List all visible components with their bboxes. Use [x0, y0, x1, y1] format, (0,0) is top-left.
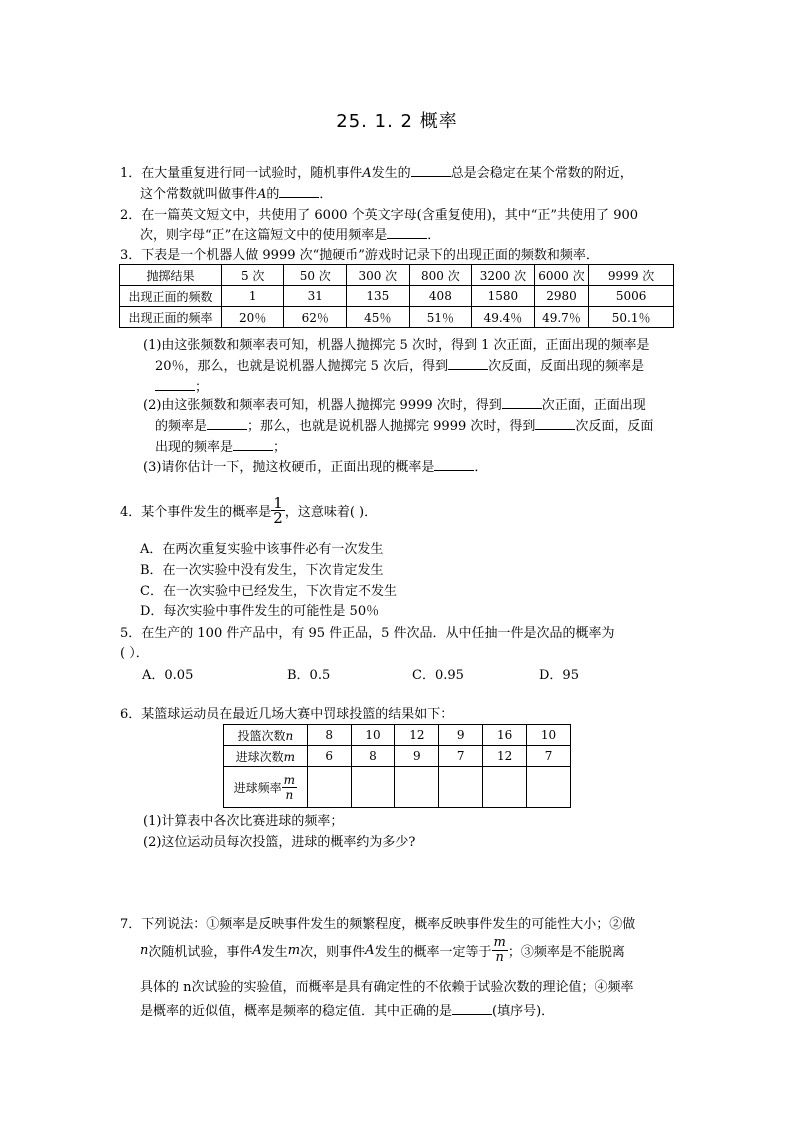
table-cell: 10 [527, 725, 571, 746]
denominator: n [285, 787, 294, 802]
question-4-option-b[interactable]: B．在一次实验中没有发生，下次肯定发生 [140, 563, 384, 578]
text: 的 [266, 187, 280, 202]
question-5-line-1: 5．在生产的 100 件产品中，有 95 件正品，5 件次品．从中任抽一件是次品的概率为 [120, 626, 615, 641]
variable: A [365, 943, 375, 958]
question-7-line-2 [140, 936, 625, 965]
text: ． [427, 228, 441, 243]
answer-cell[interactable] [483, 767, 527, 808]
question-4-stem [120, 496, 377, 525]
text: ；那么，也就是说机器人抛掷完 9999 次时，得到 [247, 419, 536, 434]
table-cell: 300 次 [347, 265, 410, 286]
basketball-table [223, 724, 571, 808]
table-cell: 8 [351, 746, 395, 767]
text: 1．在大量重复进行同一试验时，随机事件 [120, 166, 363, 181]
table-cell: 62％ [284, 307, 347, 328]
question-1-line-1 [120, 162, 633, 181]
table-cell: 5 次 [221, 265, 284, 286]
table-cell: 49.7％ [534, 307, 588, 328]
answer-blank[interactable] [155, 377, 195, 391]
question-3-sub-2-line-2 [155, 415, 653, 434]
table-cell: 51％ [409, 307, 472, 328]
text: 发生 [261, 945, 288, 960]
variable: A [362, 166, 372, 181]
text: ，这意味着( )． [284, 505, 378, 520]
text: 是概率的近似值，概率是频率的稳定值．其中正确的是 [140, 1004, 453, 1019]
table-cell: 12 [395, 725, 439, 746]
answer-blank[interactable] [502, 395, 542, 409]
text: (填序号)． [492, 1004, 555, 1019]
text: 4．某个事件发生的概率是 [120, 505, 272, 520]
variable: A [252, 943, 262, 958]
variable: n [285, 728, 294, 743]
text: ． [474, 460, 488, 475]
answer-cell[interactable] [395, 767, 439, 808]
text: 出现的频率是 [155, 440, 234, 455]
answer-blank[interactable] [411, 163, 451, 177]
text: 次，则字母“正”在这篇短文中的使用频率是 [140, 228, 388, 243]
question-3-sub-3 [143, 456, 487, 475]
frequency-count-row [120, 286, 674, 307]
table-cell: 12 [483, 746, 527, 767]
frequency-rate-row [120, 307, 674, 328]
answer-blank[interactable] [448, 356, 488, 370]
table-cell: 800 次 [409, 265, 472, 286]
text: 次正面，正面出现 [541, 398, 646, 413]
question-3-sub-1-line-3 [155, 376, 208, 395]
table-row [224, 746, 571, 767]
question-4-option-d[interactable]: D．每次实验中事件发生的可能性是 50％ [140, 604, 380, 619]
table-cell: 1 [221, 286, 284, 307]
fraction-m-over-n [492, 936, 508, 965]
table-cell: 9999 次 [589, 265, 674, 286]
question-6-sub-2: (2)这位运动员每次投篮，进球的概率约为多少? [143, 835, 416, 850]
table-cell: 2980 [534, 286, 588, 307]
text: 20％，那么，也就是说机器人抛掷完 5 次后，得到 [155, 359, 449, 374]
row-label [224, 746, 308, 767]
variable: n [140, 943, 149, 958]
text: 投篮次数 [237, 728, 286, 743]
answer-blank[interactable] [434, 457, 474, 471]
answer-blank[interactable] [452, 1001, 492, 1015]
answer-blank[interactable] [535, 416, 575, 430]
answer-cell[interactable] [351, 767, 395, 808]
text: (2)由这张频数和频率表可知，机器人抛掷完 9999 次时，得到 [143, 398, 502, 413]
fraction-one-half [271, 496, 285, 525]
answer-cell[interactable] [527, 767, 571, 808]
row-label [224, 725, 308, 746]
row-label: 抛掷结果 [120, 265, 222, 286]
text: 的频率是 [155, 419, 208, 434]
header-row [120, 265, 674, 286]
table-cell: 7 [439, 746, 483, 767]
answer-blank[interactable] [279, 184, 319, 198]
question-6-sub-1: (1)计算表中各次比赛进球的频率； [143, 814, 344, 829]
text: ． [319, 187, 333, 202]
table-cell: 5006 [589, 286, 674, 307]
text: 发生的 [371, 166, 411, 181]
table-cell: 16 [483, 725, 527, 746]
question-4-option-a[interactable]: A．在两次重复实验中该事件必有一次发生 [140, 542, 384, 557]
text: 进球频率 [233, 780, 282, 795]
table-cell: 10 [351, 725, 395, 746]
question-3-sub-2-line-3 [155, 436, 286, 455]
table-cell: 50.1％ [589, 307, 674, 328]
table-cell: 49.4％ [472, 307, 535, 328]
question-7-line-1: 7．下列说法：①频率是反映事件发生的频繁程度，概率反映事件发生的可能性大小；②做 [120, 917, 636, 932]
answer-blank[interactable] [387, 225, 427, 239]
table-cell: 20％ [221, 307, 284, 328]
table-row [224, 767, 571, 808]
denominator: n [495, 950, 504, 965]
text: 总是会稳定在某个常数的附近， [450, 166, 633, 181]
answer-blank[interactable] [233, 437, 273, 451]
question-5-line-2: ( ）． [120, 646, 149, 661]
row-label: 出现正面的频数 [120, 286, 222, 307]
text: 次，则事件 [300, 945, 366, 960]
table-cell: 9 [439, 725, 483, 746]
table-cell: 9 [395, 746, 439, 767]
text: ； [195, 380, 209, 395]
table-row [224, 725, 571, 746]
numerator: m [283, 772, 296, 787]
text: ；③频率是不能脱离 [507, 945, 625, 960]
question-3-sub-2-line-1 [143, 394, 646, 413]
question-7-line-3: 具体的 n次试验的实验值，而概率是具有确定性的不依赖于试验次数的理论值；④频率 [140, 980, 634, 995]
question-2-line-1: 2．在一篇英文短文中，共使用了 6000 个英文字母(含重复使用)，其中“正”共使用了 900 [120, 208, 639, 223]
table-cell: 135 [347, 286, 410, 307]
numerator: 1 [273, 494, 283, 512]
text: (3)请你估计一下，抛这枚硬币，正面出现的概率是 [143, 460, 435, 475]
variable: m [283, 749, 296, 764]
variable: A [257, 187, 267, 202]
question-5-option-d[interactable]: D．95 [539, 668, 579, 683]
question-6-intro: 6．某篮球运动员在最近几场大赛中罚球投篮的结果如下： [120, 707, 454, 722]
text: ； [273, 440, 287, 455]
table-cell: 50 次 [284, 265, 347, 286]
text: 次随机试验，事件 [148, 945, 253, 960]
answer-cell[interactable] [439, 767, 483, 808]
text: 发生的概率一定等于 [374, 945, 492, 960]
text: 次反面，反面出现的频率是 [488, 359, 645, 374]
text: 次反面，反面 [575, 419, 654, 434]
row-label [224, 767, 308, 808]
fraction-m-over-n [282, 773, 297, 802]
question-5-option-a[interactable]: A．0.05 [142, 668, 194, 683]
question-4-option-c[interactable]: C．在一次实验中已经发生，下次肯定不发生 [140, 584, 397, 599]
table-cell: 45％ [347, 307, 410, 328]
text: 进球次数 [235, 749, 284, 764]
table-cell: 3200 次 [472, 265, 535, 286]
row-label: 出现正面的频率 [120, 307, 222, 328]
table-cell: 6 [307, 746, 351, 767]
question-5-option-b[interactable]: B．0.5 [287, 668, 331, 683]
question-2-line-2 [140, 224, 440, 243]
question-3-sub-1-line-1: (1)由这张频数和频率表可知，机器人抛掷完 5 次时，得到 1 次正面，正面出现的频率是 [143, 338, 650, 353]
table-cell: 6000 次 [534, 265, 588, 286]
table-cell: 7 [527, 746, 571, 767]
table-cell: 1580 [472, 286, 535, 307]
table-cell: 408 [409, 286, 472, 307]
text: 这个常数就叫做事件 [140, 187, 258, 202]
answer-cell[interactable] [307, 767, 351, 808]
question-7-line-4 [140, 1000, 554, 1019]
coin-toss-table [119, 264, 674, 328]
table-cell: 8 [307, 725, 351, 746]
table-cell: 31 [284, 286, 347, 307]
answer-blank[interactable] [207, 416, 247, 430]
question-1-line-2 [140, 183, 332, 202]
question-5-option-c[interactable]: C．0.95 [412, 668, 464, 683]
question-3-intro: 3．下表是一个机器人做 9999 次“抛硬币”游戏时记录下的出现正面的频数和频率． [120, 248, 599, 263]
denominator: 2 [273, 509, 283, 527]
numerator: m [493, 935, 506, 950]
page-title: 25. 1. 2 概率 [336, 111, 458, 132]
variable: m [287, 943, 301, 958]
question-3-sub-1-line-2 [155, 355, 644, 374]
